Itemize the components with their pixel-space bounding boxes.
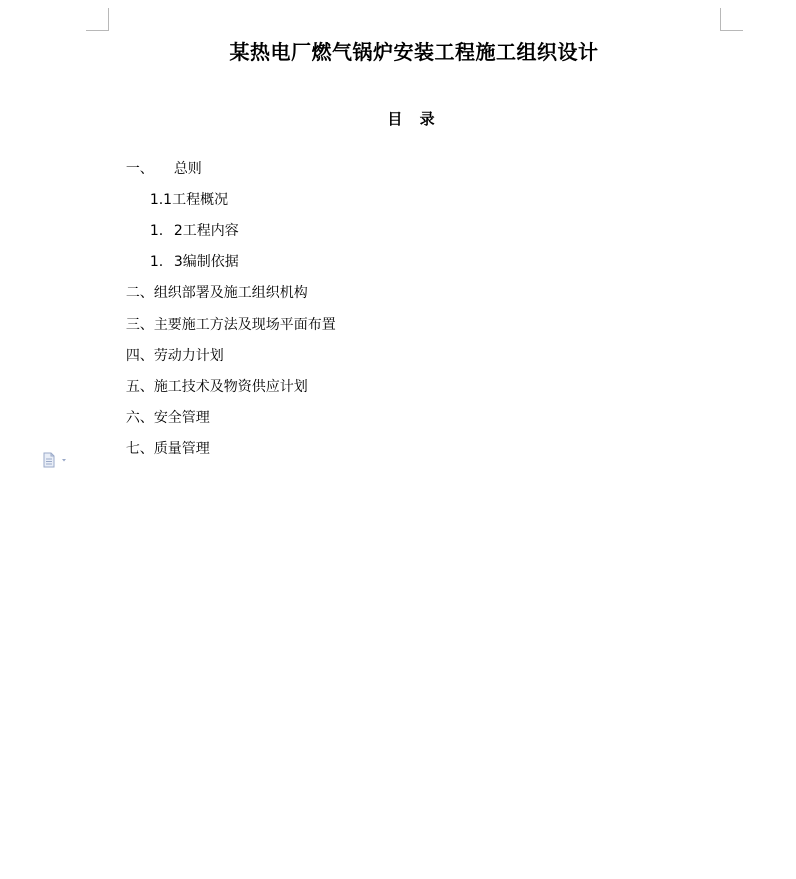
toc-item-label: 组织部署及施工组织机构 (153, 285, 308, 301)
document-icon (42, 452, 68, 468)
toc-item-number: 1. (149, 254, 164, 270)
top-right-margin-mark (720, 8, 743, 31)
toc-item-quality-management[interactable] (108, 422, 210, 476)
toc-item-number: 二、 (125, 285, 154, 301)
toc-item-label: 3编制依据 (173, 254, 239, 270)
toc-item-number: 三、 (125, 317, 154, 333)
toc-item-label: 安全管理 (153, 410, 210, 426)
toc-heading: 目 录 (387, 110, 441, 128)
top-left-margin-mark (86, 8, 109, 31)
toc-item-label: 总则 (173, 161, 202, 177)
toc-item-number: 1. (149, 223, 164, 239)
toc-item-label: 施工技术及物资供应计划 (153, 379, 308, 395)
toc-item-number: 七、 (125, 441, 154, 457)
toc-item-label: 劳动力计划 (153, 348, 224, 364)
document-title: 某热电厂燃气锅炉安装工程施工组织设计 (229, 40, 599, 64)
toc-item-label: 工程概况 (172, 192, 229, 208)
toc-item-number: 四、 (125, 348, 154, 364)
toc-item-number: 五、 (125, 379, 154, 395)
toc-item-number: 六、 (125, 410, 154, 426)
toc-item-number: 一、 (125, 161, 154, 177)
toc-item-label: 主要施工方法及现场平面布置 (153, 317, 336, 333)
toc-item-number: 1.1 (149, 192, 173, 208)
toc-item-label: 2工程内容 (173, 223, 239, 239)
toc-item-label: 质量管理 (153, 441, 210, 457)
paste-options-button[interactable] (42, 452, 68, 468)
